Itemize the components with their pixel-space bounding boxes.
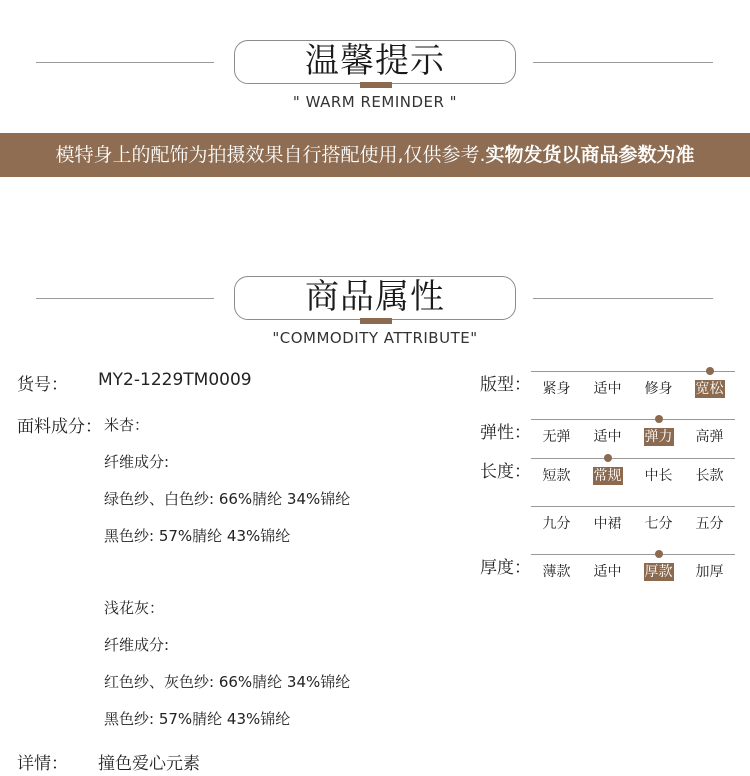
scale-option: 七分: [644, 516, 673, 532]
fabric-line: 黑色纱: 57%腈纶 43%锦纶: [104, 527, 291, 545]
scale-line: [531, 458, 735, 459]
detail-value: 撞色爱心元素: [98, 754, 200, 774]
scale-line: [531, 554, 735, 555]
scale-option: 长款: [695, 468, 724, 484]
scale-option: 紧身: [542, 381, 571, 397]
fabric-line: 黑色纱: 57%腈纶 43%锦纶: [104, 710, 291, 728]
fit-scale: [531, 371, 735, 401]
fabric-label: 面料成分：: [17, 417, 102, 437]
selected-dot: [706, 367, 714, 375]
scale-option: 厚款: [644, 564, 673, 580]
divider-left: [36, 298, 214, 299]
scale-option: 中裙: [593, 516, 622, 532]
section-subtitle: "COMMODITY ATTRIBUTE": [272, 329, 478, 347]
scale-option: 加厚: [695, 564, 724, 580]
fabric-line: 米杏：: [104, 416, 150, 434]
thickness-scale: [531, 554, 735, 584]
sku-value: MY2-1229TM0009: [98, 370, 252, 390]
elasticity-label: 弹性：: [480, 423, 531, 443]
fabric-line: 纤维成分:: [104, 453, 170, 471]
divider-right: [533, 298, 713, 299]
scale-option: 短款: [542, 468, 571, 484]
detail-label: 详情：: [17, 754, 68, 774]
scale-option: 无弹: [542, 429, 571, 445]
scale-option: 适中: [593, 381, 622, 397]
selected-dot: [604, 454, 612, 462]
scale-option: 高弹: [695, 429, 724, 445]
divider-left: [36, 62, 214, 63]
fabric-line: 绿色纱、白色纱: 66%腈纶 34%锦纶: [104, 490, 351, 508]
thickness-label: 厚度：: [480, 558, 531, 578]
scale-option: 适中: [593, 429, 622, 445]
sku-label: 货号：: [17, 375, 68, 395]
divider-right: [533, 62, 713, 63]
fabric-line: 纤维成分:: [104, 636, 170, 654]
banner-text-bold: 实物发货以商品参数为准: [485, 144, 695, 166]
title-box: [234, 40, 516, 84]
scale-line: [531, 371, 735, 372]
section-title: 商品属性: [305, 277, 445, 317]
fabric-line: 红色纱、灰色纱: 66%腈纶 34%锦纶: [104, 673, 351, 691]
selected-dot: [655, 415, 663, 423]
length-label: 长度：: [480, 462, 531, 482]
elasticity-scale: [531, 419, 735, 449]
title-box: [234, 276, 516, 320]
scale-option: 五分: [695, 516, 724, 532]
scale-option: 中长: [644, 468, 673, 484]
section-title: 温馨提示: [305, 41, 445, 81]
fabric-line: 浅花灰：: [104, 599, 165, 617]
scale-option: 薄款: [542, 564, 571, 580]
fit-label: 版型：: [480, 375, 531, 395]
warm-reminder-header: [0, 38, 750, 118]
scale-option: 九分: [542, 516, 571, 532]
scale-option: 弹力: [644, 429, 673, 445]
scale-option: 修身: [644, 381, 673, 397]
scale-option: 宽松: [695, 381, 724, 397]
length-scale: [531, 458, 735, 488]
notice-banner: [0, 133, 750, 177]
length-scale-secondary: [531, 506, 735, 536]
scale-line: [531, 506, 735, 507]
banner-text: 模特身上的配饰为拍摄效果自行搭配使用,仅供参考.: [55, 144, 486, 166]
commodity-attribute-header: [0, 274, 750, 354]
section-subtitle: " WARM REMINDER ": [292, 93, 458, 111]
title-accent-bar: [360, 318, 392, 324]
title-accent-bar: [360, 82, 392, 88]
scale-option: 适中: [593, 564, 622, 580]
scale-option: 常规: [593, 468, 622, 484]
selected-dot: [655, 550, 663, 558]
scale-line: [531, 419, 735, 420]
